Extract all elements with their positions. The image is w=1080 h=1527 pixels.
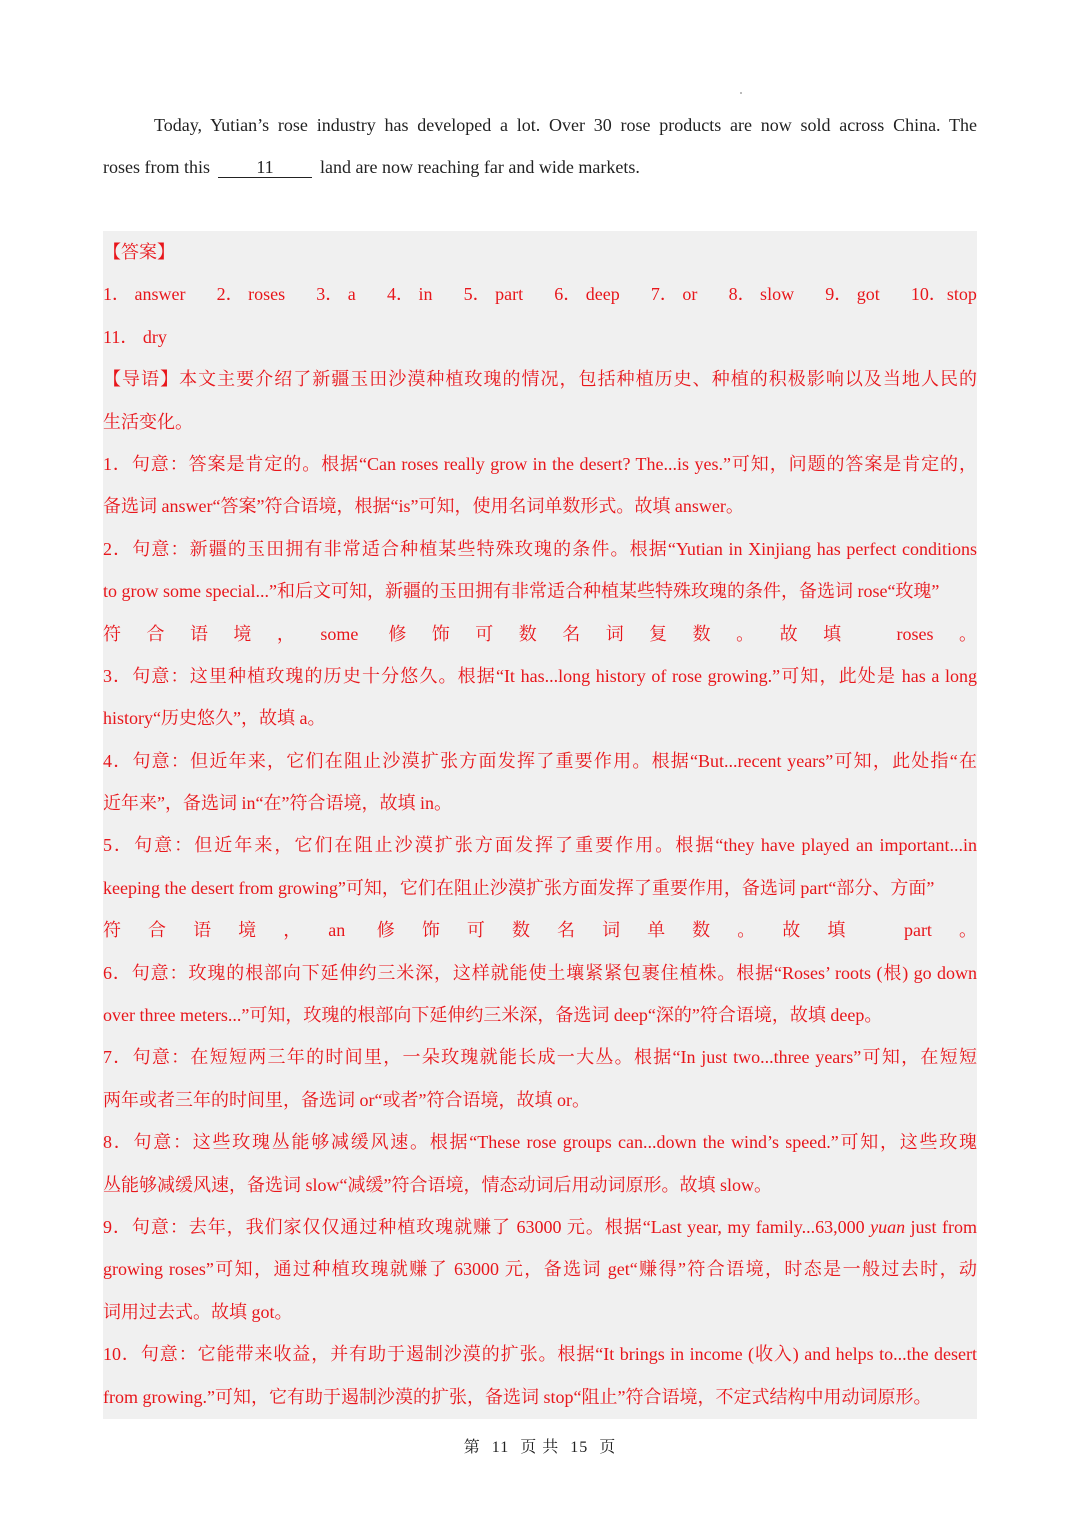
explanation-line: 备选词 answer“答案”符合语境，根据“is”可知，使用名词单数形式。故填 answer。 bbox=[103, 496, 744, 517]
explanation-line: 词用过去式。故填 got。 bbox=[103, 1301, 293, 1322]
answer-item: 3． a bbox=[316, 284, 356, 305]
passage-line-2 bbox=[103, 146, 977, 188]
answer-heading: 【答案】 bbox=[103, 242, 175, 262]
explanation-line: to grow some special...”和后文可知，新疆的玉田拥有非常适合种植某些特殊玫瑰的条件，备选词 rose“玫瑰” bbox=[103, 581, 940, 602]
explanation-line: 符合语境，an 修饰可数名词单数。故填 part。 bbox=[103, 920, 977, 941]
explanation-line: growing roses”可知，通过种植玫瑰就赚了 63000 元，备选词 get“赚得”符合语境，时态是一般过去时，动 bbox=[103, 1259, 977, 1280]
answer-item: 10．stop bbox=[910, 284, 977, 305]
guide-line: 生活变化。 bbox=[103, 411, 193, 432]
passage-line-1: Today, Yutian’s rose industry has developed a lot. Over 30 rose products are now sold across China. The bbox=[154, 115, 977, 135]
explanation-line: 2．句意：新疆的玉田拥有非常适合种植某些特殊玫瑰的条件。根据“Yutian in Xinjiang has perfect conditions bbox=[103, 538, 977, 559]
explanation-line: 丛能够减缓风速，备选词 slow“减缓”符合语境，情态动词后用动词原形。故填 slow。 bbox=[103, 1174, 772, 1195]
explanation-line: 5．句意：但近年来，它们在阻止沙漠扩张方面发挥了重要作用。根据“they have played an important...in bbox=[103, 835, 977, 856]
passage-text bbox=[103, 104, 977, 188]
answer-item: 1． answer bbox=[103, 284, 186, 305]
page-footer bbox=[0, 1434, 1080, 1457]
blank-11: 11 bbox=[218, 157, 312, 178]
explanation-line: 1．句意：答案是肯定的。根据“Can roses really grow in the desert? The...is yes.”可知，问题的答案是肯定的， bbox=[103, 453, 977, 474]
guide-line: 【导语】本文主要介绍了新疆玉田沙漠种植玫瑰的情况，包括种植历史、种植的积极影响以及当地人民的 bbox=[103, 369, 977, 390]
explanation-line: 两年或者三年的时间里，备选词 or“或者”符合语境，故填 or。 bbox=[103, 1089, 590, 1110]
explanation-line: 3．句意：这里种植玫瑰的历史十分悠久。根据“It has...long history of rose growing.”可知，此处是 has a long bbox=[103, 665, 977, 686]
passage-line-2-after: land are now reaching far and wide markets. bbox=[320, 157, 640, 177]
answer-11: 11． dry bbox=[103, 326, 167, 347]
answer-item: 2． roses bbox=[216, 284, 286, 305]
answer-item: 6． deep bbox=[554, 284, 620, 305]
explanation-line: 10．句意：它能带来收益，并有助于遏制沙漠的扩张。根据“It brings in income (收入) and helps to...the desert bbox=[103, 1344, 977, 1365]
footer-suffix: 页 bbox=[599, 1439, 617, 1456]
explanation-line: 8．句意：这些玫瑰丛能够减缓风速。根据“These rose groups can...down the wind’s speed.”可知，这些玫瑰 bbox=[103, 1132, 977, 1153]
scan-dot bbox=[740, 92, 742, 94]
guide-paragraph bbox=[103, 358, 977, 443]
answer-item: 8． slow bbox=[728, 284, 795, 305]
answer-section bbox=[103, 231, 977, 1419]
explanation-line: 9．句意：去年，我们家仅仅通过种植玫瑰就赚了 63000 元。根据“Last year, my family...63,000 yuan just from bbox=[103, 1216, 977, 1237]
explanation-line: over three meters...”可知，玫瑰的根部向下延伸约三米深，备选词 deep“深的”符合语境，故填 deep。 bbox=[103, 1005, 883, 1026]
explanation-line: 4．句意：但近年来，它们在阻止沙漠扩张方面发挥了重要作用。根据“But...recent years”可知，此处指“在 bbox=[103, 750, 977, 771]
footer-page-number: 11 bbox=[491, 1439, 510, 1456]
explanation-line: history“历史悠久”，故填 a。 bbox=[103, 708, 326, 729]
explanation-line: 近年来”，备选词 in“在”符合语境，故填 in。 bbox=[103, 793, 452, 814]
footer-total-pages: 15 bbox=[570, 1439, 589, 1456]
explanation-line: 符合语境，some 修饰可数名词复数。故填 roses。 bbox=[103, 623, 977, 644]
passage-line-2-before: roses from this bbox=[103, 157, 210, 177]
answer-list bbox=[103, 273, 977, 315]
footer-prefix: 第 bbox=[463, 1439, 481, 1456]
answer-item: 9． got bbox=[825, 284, 880, 305]
answer-item: 5． part bbox=[463, 284, 524, 305]
explanation-line: keeping the desert from growing”可知，它们在阻止沙漠扩张方面发挥了重要作用，备选词 part“部分、方面” bbox=[103, 877, 935, 898]
footer-middle: 页 共 bbox=[520, 1439, 560, 1456]
answer-item: 4． in bbox=[386, 284, 433, 305]
answer-item: 7． or bbox=[650, 284, 698, 305]
explanation-line: 7．句意：在短短两三年的时间里，一朵玫瑰就能长成一大丛。根据“In just two...three years”可知，在短短 bbox=[103, 1047, 977, 1068]
explanation-line: from growing.”可知，它有助于遏制沙漠的扩张，备选词 stop“阻止”符合语境，不定式结构中用动词原形。 bbox=[103, 1386, 932, 1407]
explanations bbox=[103, 443, 977, 1418]
explanation-line: 6．句意：玫瑰的根部向下延伸约三米深，这样就能使土壤紧紧包裹住植株。根据“Roses’ roots (根) go down bbox=[103, 962, 977, 983]
